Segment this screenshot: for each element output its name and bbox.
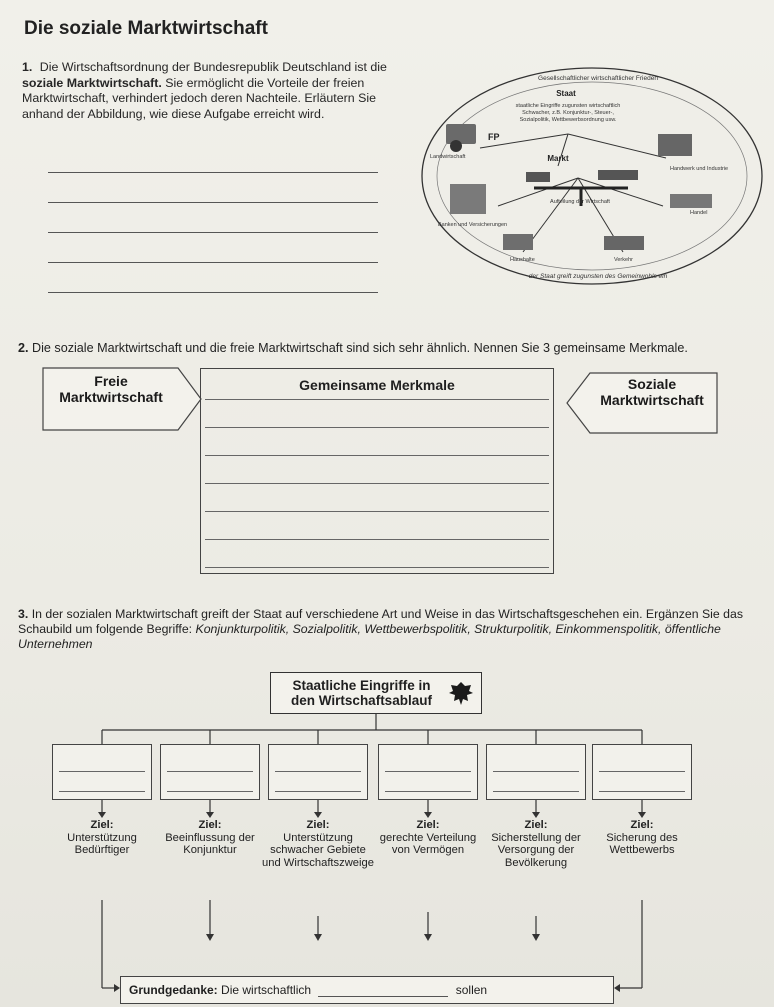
diagram-staat: Staat [556, 89, 576, 98]
policy-answer-box[interactable] [592, 744, 692, 800]
scheme-head-line1: Staatliche Eingriffe in [292, 678, 431, 693]
goal-text: Sicherstellung der Versorgung der Bevölkerung [491, 831, 581, 869]
diagram-outer-ellipse [422, 68, 762, 284]
goal-5 [480, 819, 592, 869]
answer-line[interactable] [205, 483, 549, 484]
diagram-staat-sub1: staatliche Eingriffe zugunsten wirtschaftlich [515, 103, 621, 109]
answer-line [59, 771, 145, 772]
scheme-head-box [270, 672, 482, 714]
diagram-banken: Banken und Versicherungen [438, 222, 508, 228]
answer-line [493, 771, 579, 772]
policy-answer-box[interactable] [378, 744, 478, 800]
diagram-staat-sub3: Sozialpolitik, Wettbewerbsordnung usw. [519, 117, 617, 123]
policy-answer-box[interactable] [52, 744, 152, 800]
answer-line [385, 791, 471, 792]
free-market-line2: Marktwirtschaft [59, 389, 163, 405]
task-1-text [22, 60, 394, 122]
market-economy-diagram [408, 56, 770, 294]
free-market-line1: Freie [94, 373, 128, 389]
common-features-box [200, 368, 554, 574]
answer-line [275, 791, 361, 792]
answer-line[interactable] [205, 567, 549, 568]
goal-text: gerechte Verteilung von Vermögen [379, 831, 477, 856]
goal-4 [372, 819, 484, 857]
answer-line [59, 791, 145, 792]
common-features-title: Gemeinsame Merkmale [299, 377, 455, 393]
goal-text: Beeinflussung der Konjunktur [165, 831, 255, 856]
diagram-svg [408, 56, 770, 294]
goal-2 [154, 819, 266, 857]
diagram-aufteilung: Aufteilung der Wirtschaft [550, 199, 610, 205]
diagram-handel: Handel [690, 210, 708, 216]
task-3-text-pre: In der sozialen Marktwirtschaft greift der Staat auf verschiedene Art und Weise in das Wirtschaftsgeschehen ein. Ergänzen Sie das Schaubild um folgende Begriffe: [18, 607, 743, 636]
task-1-text-bold: soziale Marktwirtschaft. [22, 75, 162, 90]
page-title: Die soziale Marktwirtschaft [24, 18, 268, 39]
answer-line[interactable] [48, 172, 378, 173]
bank-icon [450, 184, 486, 214]
federal-eagle-icon [447, 679, 475, 707]
task-1-number: 1. [22, 60, 33, 74]
balance-right-block [598, 170, 638, 180]
free-market-label [44, 373, 178, 405]
goal-label: Ziel: [524, 819, 548, 831]
answer-line[interactable] [48, 232, 378, 233]
answer-line [385, 771, 471, 772]
task-3-text [18, 607, 762, 652]
goal-text: Unterstützung schwacher Gebiete und Wirtschaftszweige [262, 831, 374, 869]
goal-label: Ziel: [306, 819, 330, 831]
answer-line [599, 791, 685, 792]
answer-line[interactable] [205, 455, 549, 456]
social-market-label [588, 376, 716, 408]
truck-icon [604, 236, 644, 250]
diagram-staat-sub2: Schwacher, z.B. Konjunktur-, Steuer-, [522, 110, 614, 116]
task-3-number: 3. [18, 607, 29, 621]
diagram-handwerk: Handwerk und Industrie [670, 166, 729, 172]
answer-line [167, 791, 253, 792]
goal-label: Ziel: [416, 819, 440, 831]
task-1-text-pre: Die Wirtschaftsordnung der Bundesrepublik Deutschland ist die [39, 60, 387, 74]
grundgedanke-box [120, 976, 614, 1004]
task-2-text [18, 341, 758, 355]
answer-line[interactable] [205, 539, 549, 540]
fill-blank[interactable] [318, 996, 448, 997]
house-icon [503, 234, 533, 250]
answer-line[interactable] [205, 399, 549, 400]
diagram-fp: FP [488, 132, 500, 142]
diagram-outer-bottom: der Staat greift zugunsten des Gemeinwohls ein [528, 273, 668, 280]
answer-line[interactable] [48, 202, 378, 203]
goal-1 [46, 819, 158, 857]
scheme-head-title [279, 678, 444, 708]
answer-line[interactable] [48, 262, 378, 263]
factory-icon [658, 134, 692, 156]
answer-line [275, 771, 361, 772]
social-market-line1: Soziale [627, 376, 677, 392]
diagram-haushalte: Haushalte [510, 257, 535, 263]
goal-label: Ziel: [198, 819, 222, 831]
answer-line [493, 791, 579, 792]
tractor-wheel-icon [450, 140, 462, 152]
goal-text: Unterstützung Bedürftiger [67, 831, 137, 856]
answer-line [167, 771, 253, 772]
balance-left-block [526, 172, 550, 182]
scheme-head-line2: den Wirtschaftsablauf [291, 693, 432, 708]
task-1-text-post: Sie ermöglicht die Vorteile der freien Marktwirtschaft, verhindert jedoch deren Nachteile. Erläutern Sie anhand der Abbildung, wie diese Aufgabe erreicht wird. [22, 75, 376, 121]
goal-6 [586, 819, 698, 857]
goal-3 [262, 819, 374, 869]
answer-line[interactable] [205, 511, 549, 512]
answer-line[interactable] [48, 292, 378, 293]
diagram-markt: Markt [547, 154, 569, 163]
policy-answer-box[interactable] [268, 744, 368, 800]
task-2-number: 2. [18, 341, 29, 355]
goal-label: Ziel: [90, 819, 114, 831]
answer-line [599, 771, 685, 772]
diagram-landwirtschaft: Landwirtschaft [430, 154, 466, 160]
policy-answer-box[interactable] [160, 744, 260, 800]
task-2-question: Die soziale Marktwirtschaft und die freie Marktwirtschaft sind sich sehr ähnlich. Nennen Sie 3 gemeinsame Merkmale. [32, 341, 688, 355]
social-market-line2: Marktwirtschaft [600, 392, 704, 408]
diagram-outer-top: Gesellschaftlicher wirtschaftlicher Frieden [538, 75, 658, 82]
grundgedanke-mid: sollen [455, 983, 488, 997]
diagram-verkehr: Verkehr [614, 257, 633, 263]
grundgedanke-label: Grundgedanke: [129, 983, 218, 997]
shop-icon [670, 194, 712, 208]
tractor-icon [446, 124, 476, 144]
answer-line[interactable] [205, 427, 549, 428]
policy-answer-box[interactable] [486, 744, 586, 800]
goal-text: Sicherung des Wettbewerbs [606, 831, 678, 856]
goal-label: Ziel: [630, 819, 654, 831]
grundgedanke-pre: Die wirtschaftlich [221, 983, 312, 997]
task-3-terms: Konjunkturpolitik, Sozialpolitik, Wettbewerbspolitik, Strukturpolitik, Einkommenspolitik, öffentliche Unternehmen [18, 622, 721, 651]
